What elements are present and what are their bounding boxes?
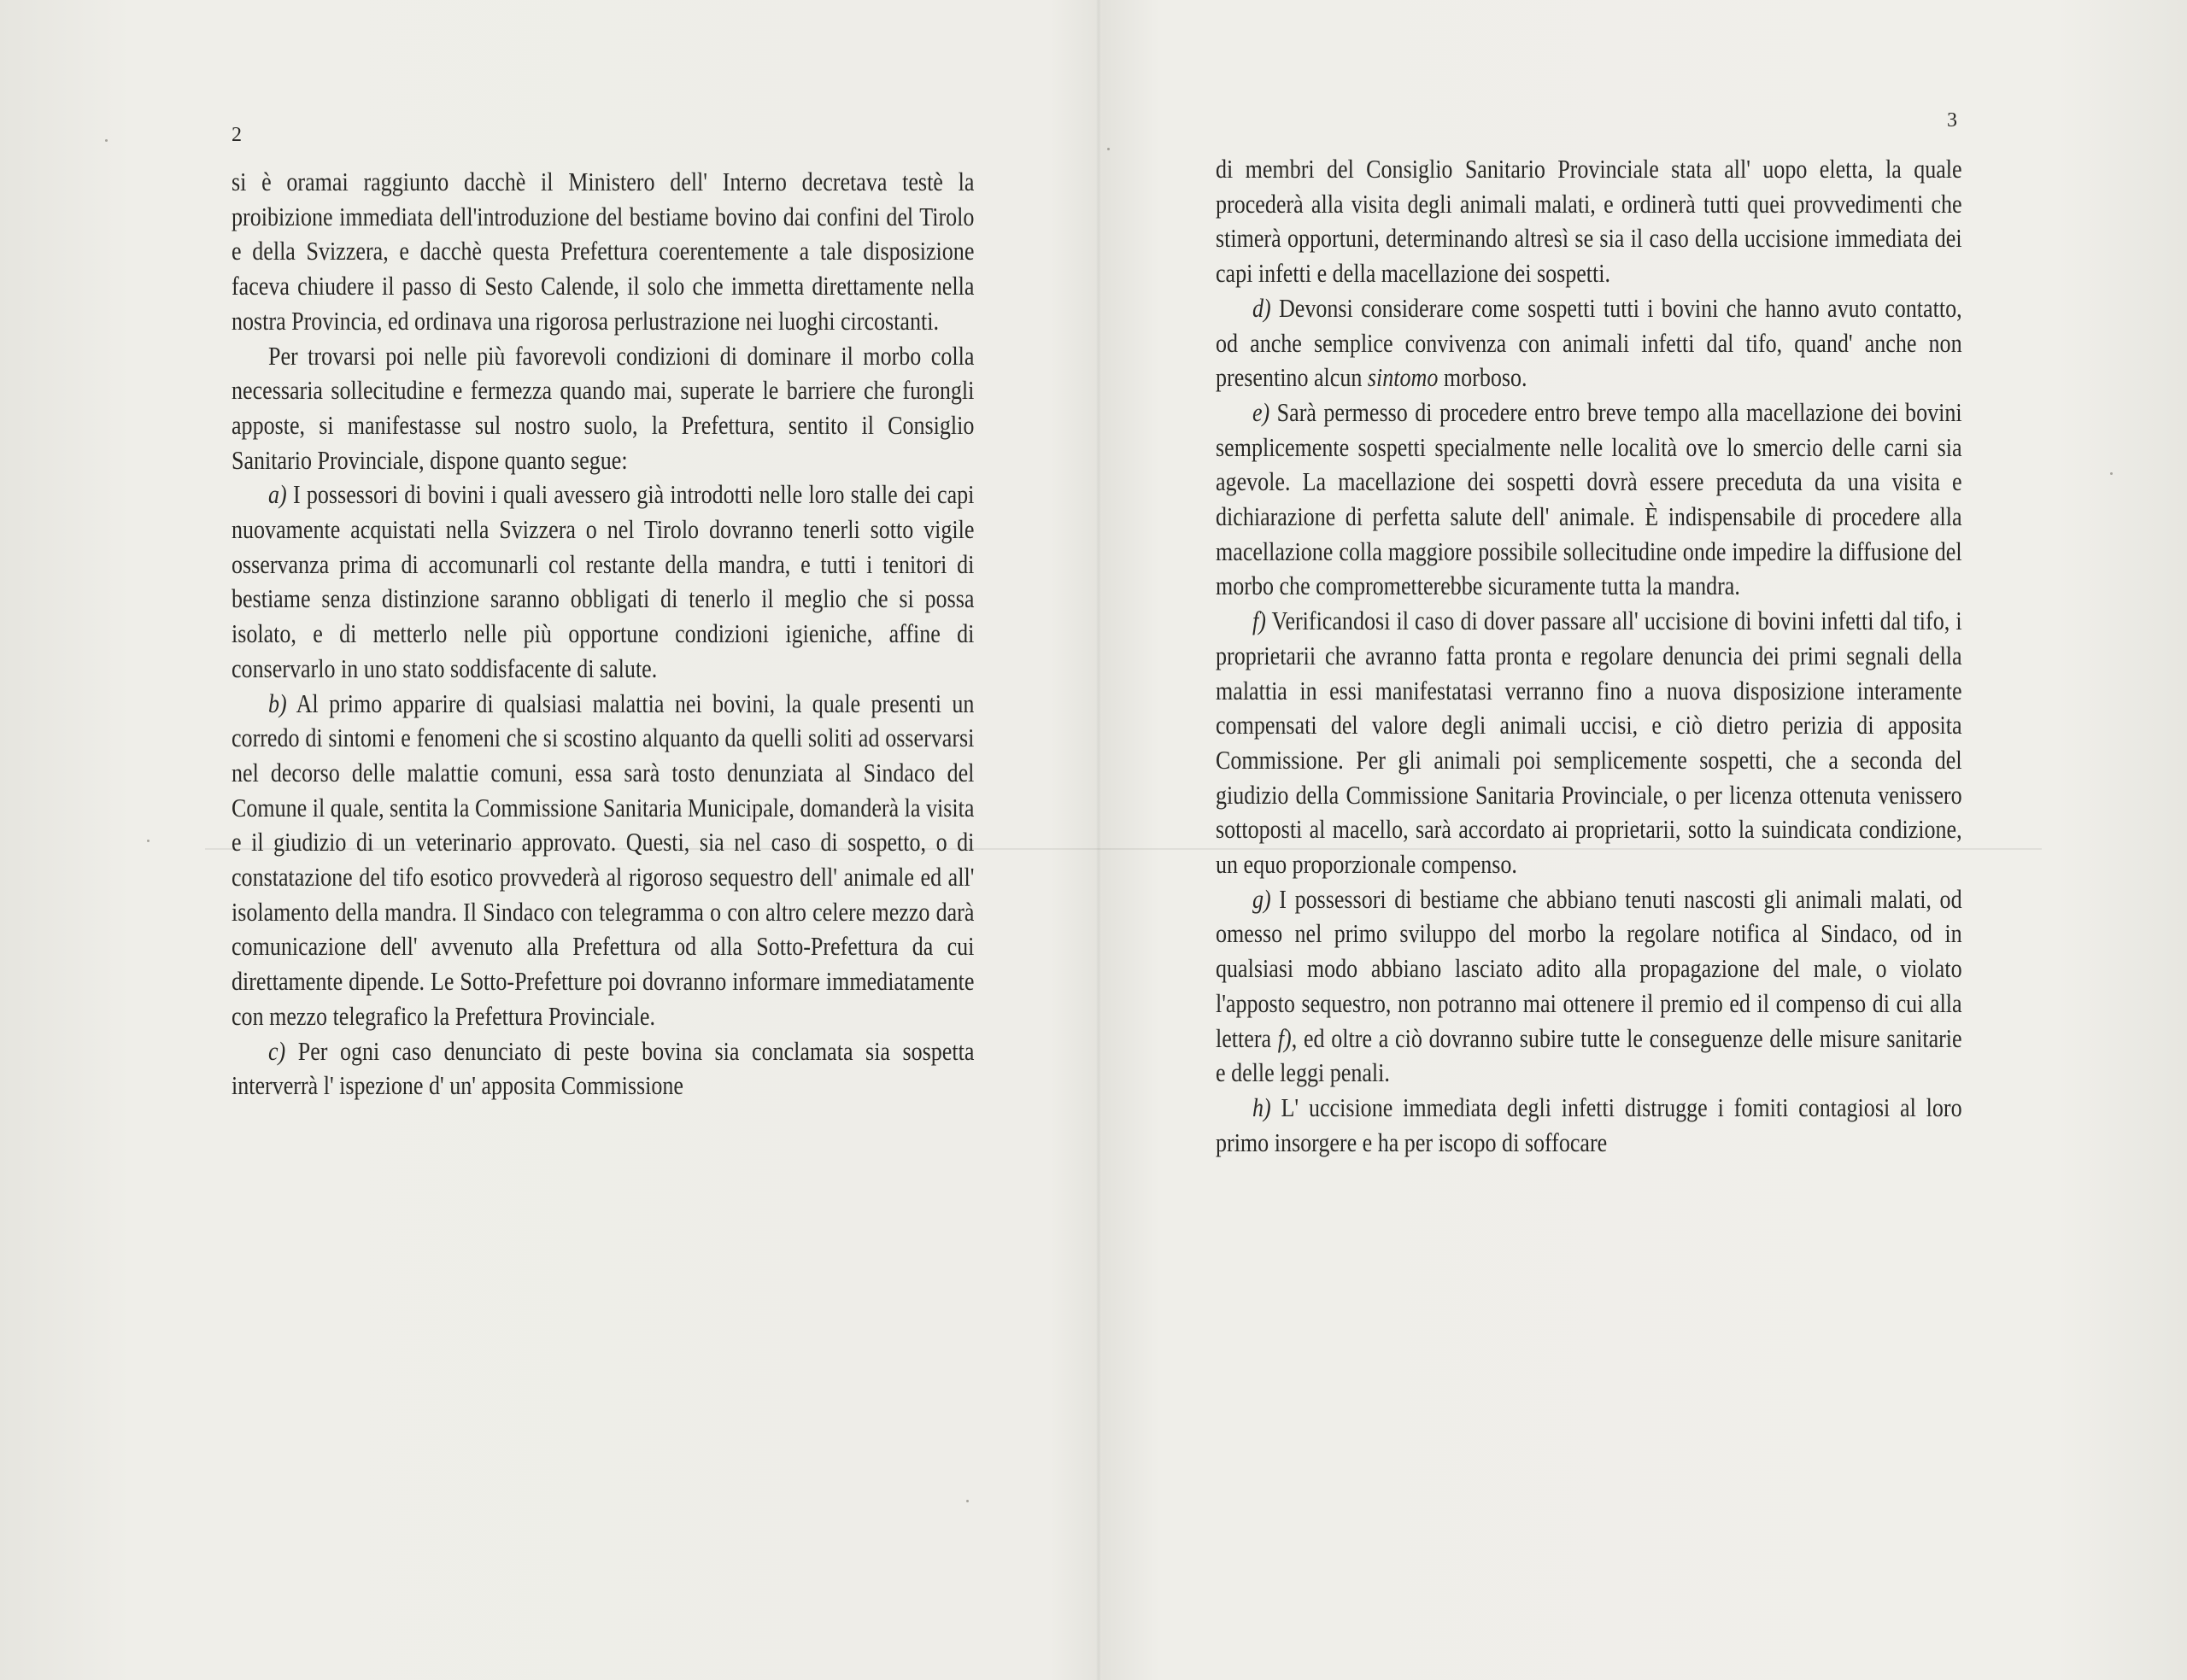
paragraph-letter: b) bbox=[267, 688, 287, 718]
paragraph-text: Verificandosi il caso di dover passare all' uccisione di bovini infetti dal tifo, i proprietarii che avranno fatta pronta e regolare denuncia dei primi segnali della malattia in essi manifestatasi verranno fino a nuova disposizione interamente compensati del valore degli animali uccisi, e ciò dietro perizia di apposita Commissione. Per gli animali poi semplicemente sospetti, che a seconda del giudizio della Commissione Sanitaria Provinciale, o per licenza ottenuta venissero sottoposti al macello, sarà accordato ai proprietarii, sotto la suindicata condizione, un equo proporzionale compenso. bbox=[1216, 606, 1962, 880]
paragraph-letter: e) bbox=[1252, 396, 1270, 427]
right-page-text bbox=[1216, 152, 1962, 1160]
emphasized-text: sintomo bbox=[1367, 362, 1439, 393]
paragraph-text: I possessori di bestiame che abbiano tenuti nascosti gli animali malati, od omesso nel primo sviluppo del morbo la regolare notifica al Sindaco, od in qualsiasi modo abbiano lasciato adito alla propagazione del male, o violato l'apposto sequestro, non potranno mai ottenere il premio ed il compenso di cui alla lettera bbox=[1216, 883, 1962, 1053]
paragraph-letter: c) bbox=[267, 1035, 286, 1066]
page-fold bbox=[1096, 0, 1101, 1680]
paragraph-letter: h) bbox=[1252, 1092, 1271, 1122]
paragraph-f bbox=[1216, 604, 1962, 882]
left-page-text bbox=[232, 165, 974, 1103]
paragraph-text: Sarà permesso di procedere entro breve tempo alla macellazione dei bovini semplicemente sospetti specialmente nelle località ove lo smercio delle carni sia agevole. La macellazione dei sospetti dovrà essere preceduta da una visita e dichiarazione di perfetta salute dell' animale. È indispensabile di procedere alla macellazione colla maggiore possibile sollecitudine onde impedire la diffusione del morbo che comprometterebbe sicuramente tutta la mandra. bbox=[1216, 396, 1962, 601]
paragraph-e bbox=[1216, 395, 1962, 604]
paragraph-letter: d) bbox=[1252, 292, 1271, 323]
paragraph bbox=[232, 165, 974, 339]
paragraph-text: Per trovarsi poi nelle più favorevoli condizioni di dominare il morbo colla necessaria sollecitudine e fermezza quando mai, superate le barriere che furongli apposte, si manifestasse sul nostro suolo, la Prefettura, sentito il Consiglio Sanitario Provinciale, dispone quanto segue: bbox=[232, 340, 975, 475]
paper-speck bbox=[147, 840, 150, 842]
paragraph-text: Per ogni caso denunciato di peste bovina sia conclamata sia sospetta interverrà l' ispezione d' un' apposita Commissione bbox=[232, 1035, 975, 1101]
paragraph bbox=[1216, 152, 1962, 291]
paper-speck bbox=[1107, 148, 1110, 150]
paragraph-text: L' uccisione immediata degli infetti distrugge i fomiti contagiosi al loro primo insorgere e ha per iscopo di soffocare bbox=[1216, 1092, 1962, 1157]
paragraph-text: Devonsi considerare come sospetti tutti i bovini che hanno avuto contatto, od anche semplice convivenza con animali infetti dal tifo, quand' anche non presentino alcun bbox=[1216, 292, 1962, 393]
paragraph-text: morboso. bbox=[1438, 362, 1527, 393]
paragraph-letter: a) bbox=[267, 479, 287, 510]
paper-speck bbox=[105, 139, 108, 142]
paragraph-text: di membri del Consiglio Sanitario Provinciale stata all' uopo eletta, la quale procederà alla visita degli animali malati, e ordinerà tutti quei provvedimenti che stimerà opportuni, determinando altresì se sia il caso della uccisione immediata dei capi infetti e della macellazione dei sospetti. bbox=[1216, 154, 1962, 289]
paragraph-letter: f) bbox=[1252, 606, 1266, 636]
paragraph-text: I possessori di bovini i quali avessero già introdotti nelle loro stalle dei capi nuovamente acquistati nella Svizzera o nel Tirolo dovranno tenerli sotto vigile osservanza prima di accomunarli col restante della mandra, e tutti i tenitori di bestiame senza distinzione saranno obbligati di tenerlo il meglio che si possa isolato, e di metterlo nelle più opportune condizioni igieniche, affine di conservarlo in uno stato soddisfacente di salute. bbox=[232, 479, 975, 683]
paragraph bbox=[232, 339, 974, 478]
paragraph-g bbox=[1216, 882, 1962, 1091]
paper-speck bbox=[966, 1500, 969, 1502]
paragraph-text: Al primo apparire di qualsiasi malattia nei bovini, la quale presenti un corredo di sintomi e fenomeni che si scostino alquanto da quelli soliti ad osservarsi nel decorso delle malattie comuni, essa sarà tosto denunziata al Sindaco del Comune il quale, sentita la Commissione Sanitaria Municipale, domanderà la visita e il giudizio di un veterinario approvato. Questi, sia nel caso di sospetto, o di constatazione del tifo esotico provvederà al rigoroso sequestro dell' animale ed all' isolamento della mandra. Il Sindaco con telegramma o con altro celere mezzo darà comunicazione dell' avvenuto alla Prefettura od alla Sotto-Prefettura da cui direttamente dipende. Le Sotto-Prefetture poi dovranno informare immediatamente con mezzo telegrafico la Prefettura Provinciale. bbox=[232, 688, 975, 1031]
paragraph-text: , ed oltre a ciò dovranno subire tutte le conseguenze delle misure sanitarie e delle leggi penali. bbox=[1216, 1022, 1962, 1088]
paragraph-text: si è oramai raggiunto dacchè il Ministero dell' Interno decretava testè la proibizione immediata dell'introduzione del bestiame bovino dai confini del Tirolo e della Svizzera, e dacchè questa Prefettura coerentemente a tale disposizione faceva chiudere il passo di Sesto Calende, il solo che immetta direttamente nella nostra Provincia, ed ordinava una rigorosa perlustrazione nei luoghi circostanti. bbox=[232, 167, 975, 336]
paragraph-d bbox=[1216, 291, 1962, 395]
paragraph-c bbox=[232, 1034, 974, 1103]
emphasized-text: f) bbox=[1277, 1022, 1292, 1053]
page-number: 2 bbox=[232, 124, 242, 146]
paper-speck bbox=[2110, 472, 2113, 475]
page-number: 3 bbox=[1947, 109, 1957, 132]
paragraph-letter: g) bbox=[1252, 883, 1271, 914]
paragraph-a bbox=[232, 477, 974, 686]
paragraph-h bbox=[1216, 1091, 1962, 1160]
paragraph-b bbox=[232, 687, 974, 1034]
